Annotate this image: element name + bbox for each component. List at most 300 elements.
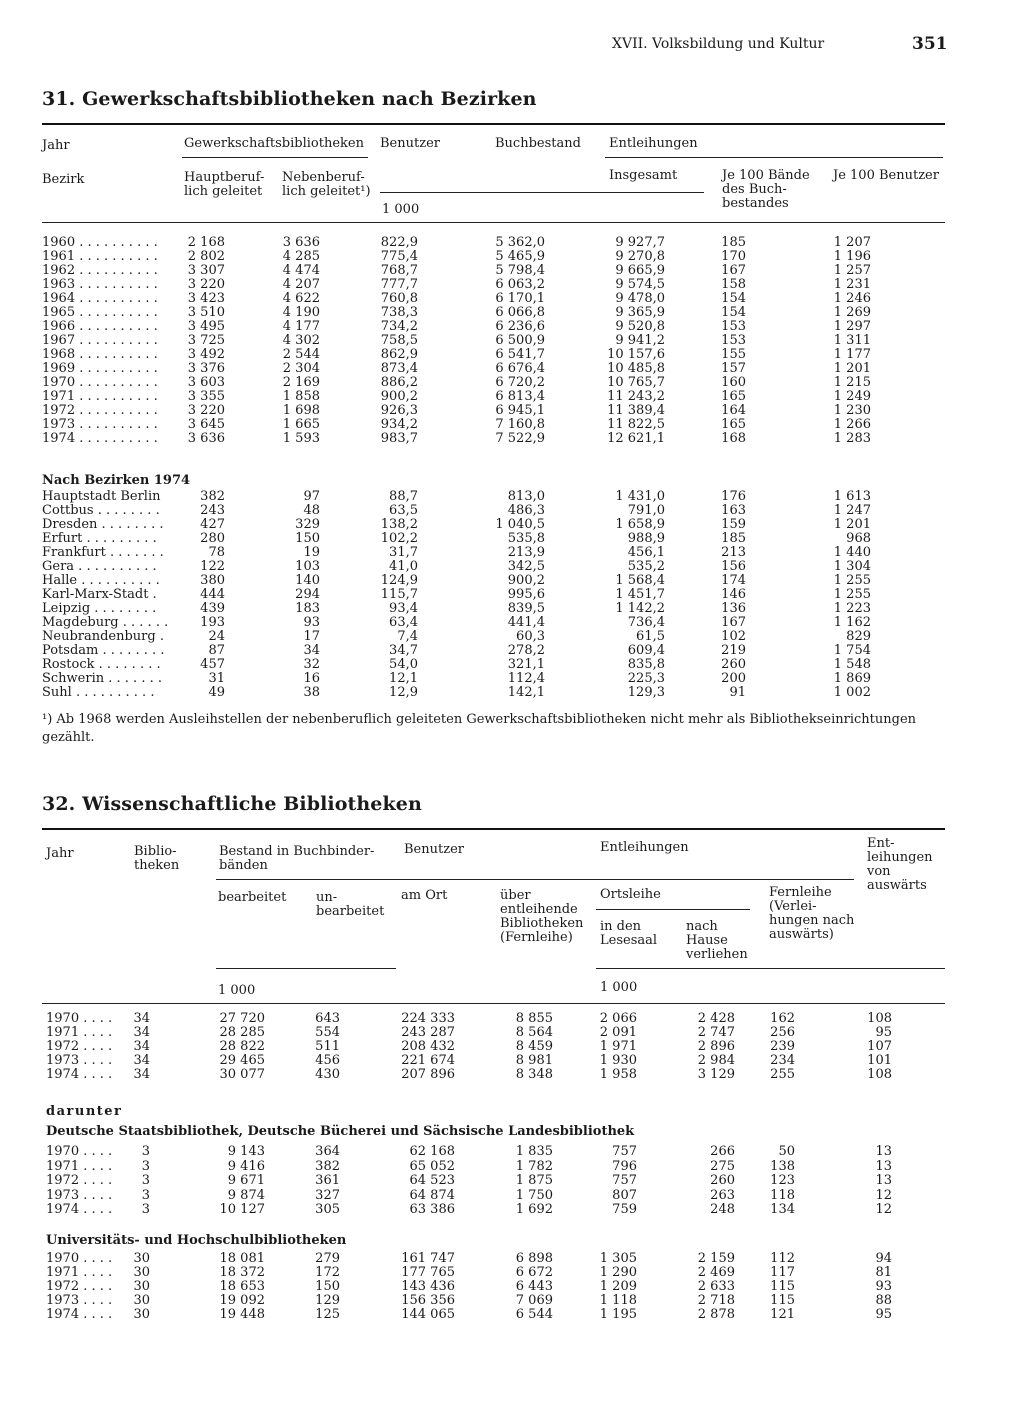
cell-bibliotheken: 3: [141, 1158, 150, 1174]
cell-buchbestand: 6 236,6: [495, 319, 545, 334]
cell-insgesamt: 11 243,2: [607, 389, 665, 404]
cell-insgesamt: 1 451,7: [615, 587, 665, 602]
cell-bearbeitet: 9 416: [227, 1158, 265, 1174]
t32-header-fern-2: (Verlei-: [769, 899, 817, 914]
cell-bearbeitet: 27 720: [219, 1011, 265, 1026]
table-row: [0, 616, 1024, 630]
cell-nebenberuflich: 16: [303, 671, 320, 686]
cell-nach-hause: 266: [710, 1144, 735, 1159]
t32-header-von-2: leihungen: [867, 850, 933, 865]
cell-bibliotheken: 30: [133, 1293, 150, 1308]
cell-insgesamt: 12 621,1: [607, 431, 665, 446]
cell-je100-benutzer: 829: [846, 629, 871, 644]
cell-von-auswaerts: 95: [875, 1307, 892, 1322]
cell-lesesaal: 2 066: [599, 1011, 637, 1026]
cell-buchbestand: 7 160,8: [495, 417, 545, 432]
cell-unbearbeitet: 327: [315, 1187, 340, 1203]
cell-lesesaal: 807: [612, 1187, 637, 1203]
cell-unbearbeitet: 643: [315, 1011, 340, 1026]
t31-header-je100-baende-2: des Buch-: [722, 182, 787, 197]
cell-buchbestand: 6 676,4: [495, 361, 545, 376]
cell-insgesamt: 61,5: [636, 629, 665, 644]
cell-am-ort: 64 523: [409, 1173, 455, 1188]
cell-label: 1971 . . . . . . . . . .: [42, 389, 158, 404]
t32-header-unit-2: 1 000: [600, 980, 638, 995]
cell-fernleihe-benutzer: 1 692: [515, 1202, 553, 1217]
table-row: [0, 1203, 1024, 1218]
t32-rule-1: [216, 879, 854, 880]
cell-nebenberuflich: 2 544: [282, 347, 320, 362]
cell-hauptberuflich: 280: [200, 531, 225, 546]
cell-je100-baende: 165: [721, 417, 746, 432]
table-row: [0, 1040, 1024, 1054]
cell-hauptberuflich: 427: [200, 517, 225, 532]
cell-benutzer: 983,7: [380, 431, 418, 446]
cell-fernleihe: 115: [770, 1279, 795, 1294]
t32-header-amort: am Ort: [401, 888, 448, 903]
cell-insgesamt: 835,8: [627, 657, 665, 672]
table-row: [0, 306, 1024, 320]
cell-buchbestand: 6 945,1: [495, 403, 545, 418]
cell-von-auswaerts: 88: [875, 1293, 892, 1308]
cell-hauptberuflich: 3 492: [187, 347, 225, 362]
table-row: [0, 644, 1024, 658]
cell-je100-benutzer: 1 196: [833, 249, 871, 264]
cell-jahr: 1970 . . . .: [46, 1011, 113, 1026]
cell-nebenberuflich: 329: [295, 517, 320, 532]
cell-fernleihe-benutzer: 8 459: [515, 1039, 553, 1054]
cell-nebenberuflich: 4 622: [282, 291, 320, 306]
cell-lesesaal: 1 305: [599, 1251, 637, 1266]
t31-header-neben-2: lich geleitet¹): [282, 184, 371, 199]
cell-am-ort: 65 052: [409, 1158, 455, 1174]
cell-von-auswaerts: 13: [875, 1144, 892, 1159]
table-row: [0, 250, 1024, 264]
cell-unbearbeitet: 150: [315, 1279, 340, 1294]
cell-bibliotheken: 30: [133, 1251, 150, 1266]
cell-label: 1973 . . . . . . . . . .: [42, 417, 158, 432]
cell-lesesaal: 1 209: [599, 1279, 637, 1294]
cell-lesesaal: 2 091: [599, 1025, 637, 1040]
t32-header-von-4: auswärts: [867, 878, 927, 893]
cell-von-auswaerts: 94: [875, 1251, 892, 1266]
cell-hauptberuflich: 3 603: [187, 375, 225, 390]
cell-buchbestand: 142,1: [507, 685, 545, 700]
cell-bearbeitet: 18 081: [219, 1251, 265, 1266]
cell-jahr: 1971 . . . .: [46, 1158, 113, 1174]
t32-header-lesesaal-2: Lesesaal: [600, 933, 658, 948]
cell-fernleihe-benutzer: 7 069: [515, 1293, 553, 1308]
cell-von-auswaerts: 95: [875, 1025, 892, 1040]
cell-unbearbeitet: 305: [315, 1202, 340, 1217]
cell-je100-benutzer: 1 207: [833, 235, 871, 250]
cell-jahr: 1974 . . . .: [46, 1307, 113, 1322]
cell-je100-benutzer: 1 311: [833, 333, 871, 348]
cell-am-ort: 208 432: [401, 1039, 455, 1054]
cell-benutzer: 12,1: [389, 671, 418, 686]
cell-label: 1972 . . . . . . . . . .: [42, 403, 158, 418]
cell-je100-baende: 158: [721, 277, 746, 292]
cell-hauptberuflich: 3 645: [187, 417, 225, 432]
cell-jahr: 1973 . . . .: [46, 1053, 113, 1068]
cell-label: Gera . . . . . . . . . .: [42, 559, 157, 574]
cell-buchbestand: 6 720,2: [495, 375, 545, 390]
cell-je100-benutzer: 968: [846, 531, 871, 546]
cell-buchbestand: 6 500,9: [495, 333, 545, 348]
table-row: [0, 236, 1024, 250]
cell-je100-benutzer: 1 231: [833, 277, 871, 292]
t32-rule-unit-2: [596, 968, 945, 969]
cell-lesesaal: 1 958: [599, 1067, 637, 1082]
cell-hauptberuflich: 2 168: [187, 235, 225, 250]
cell-nebenberuflich: 294: [295, 587, 320, 602]
cell-fernleihe: 234: [770, 1053, 795, 1068]
cell-label: Suhl . . . . . . . . . .: [42, 685, 155, 700]
cell-label: 1974 . . . . . . . . . .: [42, 431, 158, 446]
cell-lesesaal: 1 971: [599, 1039, 637, 1054]
t31-years-body: [0, 236, 1024, 446]
cell-label: Dresden . . . . . . . .: [42, 517, 164, 532]
table-row: [0, 292, 1024, 306]
cell-nach-hause: 2 896: [697, 1039, 735, 1054]
table-row: [0, 1266, 1024, 1280]
cell-bibliotheken: 30: [133, 1279, 150, 1294]
cell-nebenberuflich: 1 858: [282, 389, 320, 404]
cell-je100-baende: 260: [721, 657, 746, 672]
cell-insgesamt: 988,9: [627, 531, 665, 546]
cell-insgesamt: 736,4: [627, 615, 665, 630]
table-row: [0, 1252, 1024, 1266]
cell-jahr: 1973 . . . .: [46, 1293, 113, 1308]
cell-je100-benutzer: 1 247: [833, 503, 871, 518]
cell-nebenberuflich: 93: [303, 615, 320, 630]
table-row: [0, 686, 1024, 700]
cell-fernleihe: 117: [770, 1265, 795, 1280]
cell-label: Leipzig . . . . . . . .: [42, 601, 157, 616]
t32-header-fern-4: auswärts): [769, 927, 834, 942]
cell-nach-hause: 260: [710, 1173, 735, 1188]
cell-nach-hause: 248: [710, 1202, 735, 1217]
t31-header-haupt-1: Hauptberuf-: [184, 170, 265, 185]
cell-buchbestand: 535,8: [507, 531, 545, 546]
table-row: [0, 1026, 1024, 1040]
cell-label: Karl-Marx-Stadt .: [42, 587, 157, 602]
t31-header-buchbestand: Buchbestand: [495, 136, 581, 151]
cell-jahr: 1974 . . . .: [46, 1202, 113, 1217]
t32-header-entleihungen: Entleihungen: [600, 840, 689, 855]
t32-header-fern-3: hungen nach: [769, 913, 855, 928]
t31-header-bezirk: Bezirk: [42, 172, 85, 187]
t32-uni-body: [0, 1252, 1024, 1322]
cell-je100-baende: 170: [721, 249, 746, 264]
cell-jahr: 1972 . . . .: [46, 1173, 113, 1188]
cell-je100-baende: 174: [721, 573, 746, 588]
cell-bearbeitet: 9 671: [227, 1173, 265, 1188]
cell-am-ort: 143 436: [401, 1279, 455, 1294]
cell-label: Halle . . . . . . . . . .: [42, 573, 160, 588]
t32-header-hause-3: verliehen: [686, 947, 748, 962]
cell-lesesaal: 757: [612, 1144, 637, 1159]
cell-insgesamt: 9 478,0: [615, 291, 665, 306]
cell-label: Erfurt . . . . . . . . .: [42, 531, 157, 546]
cell-buchbestand: 213,9: [507, 545, 545, 560]
cell-bibliotheken: 3: [141, 1144, 150, 1159]
cell-lesesaal: 796: [612, 1158, 637, 1174]
table-row: [0, 418, 1024, 432]
cell-nach-hause: 2 747: [697, 1025, 735, 1040]
cell-von-auswaerts: 13: [875, 1173, 892, 1188]
t31-rule-gewerk: [182, 157, 368, 158]
cell-fernleihe: 162: [770, 1011, 795, 1026]
cell-benutzer: 926,3: [380, 403, 418, 418]
cell-label: 1964 . . . . . . . . . .: [42, 291, 158, 306]
t32-header-jahr: Jahr: [46, 846, 74, 861]
cell-am-ort: 177 765: [401, 1265, 455, 1280]
cell-je100-benutzer: 1 255: [833, 587, 871, 602]
table-row: [0, 560, 1024, 574]
cell-je100-benutzer: 1 297: [833, 319, 871, 334]
cell-bearbeitet: 19 092: [219, 1293, 265, 1308]
cell-je100-baende: 154: [721, 305, 746, 320]
cell-je100-benutzer: 1 440: [833, 545, 871, 560]
cell-am-ort: 156 356: [401, 1293, 455, 1308]
cell-je100-baende: 160: [721, 375, 746, 390]
cell-je100-benutzer: 1 201: [833, 517, 871, 532]
cell-fernleihe-benutzer: 1 835: [515, 1144, 553, 1159]
cell-unbearbeitet: 172: [315, 1265, 340, 1280]
cell-je100-baende: 153: [721, 333, 746, 348]
t32-uni-title: Universitäts- und Hochschulbibliotheken: [46, 1233, 347, 1248]
cell-fernleihe: 138: [770, 1158, 795, 1174]
cell-nebenberuflich: 4 285: [282, 249, 320, 264]
t31-header-je100-benutzer: Je 100 Benutzer: [833, 168, 939, 183]
cell-nebenberuflich: 4 190: [282, 305, 320, 320]
cell-nebenberuflich: 34: [303, 643, 320, 658]
table-row: [0, 390, 1024, 404]
t32-header-fern-1: Fernleihe: [769, 885, 832, 900]
cell-benutzer: 768,7: [380, 263, 418, 278]
cell-von-auswaerts: 108: [867, 1067, 892, 1082]
table-row: [0, 278, 1024, 292]
cell-bibliotheken: 34: [133, 1039, 150, 1054]
cell-buchbestand: 839,5: [507, 601, 545, 616]
cell-hauptberuflich: 3 376: [187, 361, 225, 376]
table-row: [0, 1145, 1024, 1160]
cell-insgesamt: 535,2: [627, 559, 665, 574]
cell-fernleihe-benutzer: 8 564: [515, 1025, 553, 1040]
cell-insgesamt: 225,3: [627, 671, 665, 686]
cell-buchbestand: 7 522,9: [495, 431, 545, 446]
t31-header-jahr: Jahr: [42, 138, 70, 153]
cell-bearbeitet: 9 143: [227, 1144, 265, 1159]
cell-je100-benutzer: 1 249: [833, 389, 871, 404]
cell-je100-baende: 167: [721, 263, 746, 278]
cell-jahr: 1973 . . . .: [46, 1187, 113, 1203]
cell-lesesaal: 1 118: [599, 1293, 637, 1308]
cell-buchbestand: 278,2: [507, 643, 545, 658]
cell-hauptberuflich: 78: [208, 545, 225, 560]
table-row: [0, 658, 1024, 672]
cell-je100-baende: 165: [721, 389, 746, 404]
t31-bezirke-body: [0, 490, 1024, 700]
t32-header-ueber-1: über: [500, 888, 531, 903]
cell-je100-baende: 167: [721, 615, 746, 630]
cell-fernleihe: 255: [770, 1067, 795, 1082]
cell-fernleihe-benutzer: 6 544: [515, 1307, 553, 1322]
cell-label: 1965 . . . . . . . . . .: [42, 305, 158, 320]
cell-am-ort: 63 386: [409, 1202, 455, 1217]
cell-von-auswaerts: 107: [867, 1039, 892, 1054]
cell-insgesamt: 10 485,8: [607, 361, 665, 376]
cell-je100-benutzer: 1 613: [833, 489, 871, 504]
cell-benutzer: 34,7: [389, 643, 418, 658]
cell-je100-baende: 102: [721, 629, 746, 644]
cell-je100-baende: 136: [721, 601, 746, 616]
cell-insgesamt: 11 389,4: [607, 403, 665, 418]
cell-benutzer: 7,4: [397, 629, 418, 644]
cell-label: Rostock . . . . . . . .: [42, 657, 161, 672]
cell-am-ort: 144 065: [401, 1307, 455, 1322]
cell-fernleihe-benutzer: 8 348: [515, 1067, 553, 1082]
t32-rule-unit-1: [216, 968, 396, 969]
cell-nebenberuflich: 3 636: [282, 235, 320, 250]
cell-insgesamt: 9 941,2: [615, 333, 665, 348]
cell-benutzer: 886,2: [380, 375, 418, 390]
cell-insgesamt: 10 157,6: [607, 347, 665, 362]
cell-je100-baende: 159: [721, 517, 746, 532]
table-row: [0, 532, 1024, 546]
cell-je100-baende: 176: [721, 489, 746, 504]
cell-nebenberuflich: 2 304: [282, 361, 320, 376]
cell-am-ort: 64 874: [409, 1187, 455, 1203]
cell-nebenberuflich: 48: [303, 503, 320, 518]
cell-je100-benutzer: 1 304: [833, 559, 871, 574]
cell-von-auswaerts: 108: [867, 1011, 892, 1026]
cell-je100-benutzer: 1 255: [833, 573, 871, 588]
cell-buchbestand: 486,3: [507, 503, 545, 518]
t32-dsb-title: Deutsche Staatsbibliothek, Deutsche Bücherei und Sächsische Landesbibliothek: [46, 1124, 635, 1139]
cell-benutzer: 777,7: [380, 277, 418, 292]
cell-label: Hauptstadt Berlin: [42, 489, 161, 504]
cell-label: 1961 . . . . . . . . . .: [42, 249, 158, 264]
cell-je100-baende: 155: [721, 347, 746, 362]
cell-hauptberuflich: 3 220: [187, 277, 225, 292]
cell-buchbestand: 6 066,8: [495, 305, 545, 320]
table-row: [0, 1160, 1024, 1175]
cell-benutzer: 758,5: [380, 333, 418, 348]
cell-lesesaal: 757: [612, 1173, 637, 1188]
cell-nebenberuflich: 4 474: [282, 263, 320, 278]
cell-benutzer: 31,7: [389, 545, 418, 560]
t32-header-lesesaal-1: in den: [600, 919, 642, 934]
cell-benutzer: 41,0: [389, 559, 418, 574]
cell-je100-baende: 146: [721, 587, 746, 602]
cell-je100-baende: 154: [721, 291, 746, 306]
cell-je100-benutzer: 1 754: [833, 643, 871, 658]
t31-header-benutzer: Benutzer: [380, 136, 440, 151]
cell-nach-hause: 2 159: [697, 1251, 735, 1266]
cell-label: Cottbus . . . . . . . .: [42, 503, 160, 518]
cell-je100-baende: 213: [721, 545, 746, 560]
cell-bearbeitet: 18 653: [219, 1279, 265, 1294]
cell-fernleihe-benutzer: 1 875: [515, 1173, 553, 1188]
cell-buchbestand: 5 798,4: [495, 263, 545, 278]
table-row: [0, 432, 1024, 446]
cell-hauptberuflich: 243: [200, 503, 225, 518]
cell-fernleihe: 123: [770, 1173, 795, 1188]
t32-header-hause-1: nach: [686, 919, 718, 934]
cell-je100-baende: 168: [721, 431, 746, 446]
cell-nebenberuflich: 1 593: [282, 431, 320, 446]
t32-header-bestand-1: Bestand in Buchbinder-: [219, 844, 375, 859]
cell-bibliotheken: 30: [133, 1307, 150, 1322]
cell-label: Potsdam . . . . . . . .: [42, 643, 165, 658]
cell-bearbeitet: 10 127: [219, 1202, 265, 1217]
cell-je100-benutzer: 1 548: [833, 657, 871, 672]
cell-benutzer: 738,3: [380, 305, 418, 320]
cell-nebenberuflich: 4 177: [282, 319, 320, 334]
cell-benutzer: 138,2: [380, 517, 418, 532]
cell-unbearbeitet: 279: [315, 1251, 340, 1266]
t31-rule-unit: [380, 192, 704, 193]
table-row: [0, 630, 1024, 644]
table-31-top-rule: [42, 123, 945, 125]
cell-hauptberuflich: 3 423: [187, 291, 225, 306]
cell-nebenberuflich: 38: [303, 685, 320, 700]
cell-je100-baende: 153: [721, 319, 746, 334]
t31-header-entleihungen: Entleihungen: [609, 136, 698, 151]
cell-nach-hause: 263: [710, 1187, 735, 1203]
cell-fernleihe-benutzer: 8 855: [515, 1011, 553, 1026]
cell-nach-hause: 2 428: [697, 1011, 735, 1026]
cell-buchbestand: 900,2: [507, 573, 545, 588]
cell-nebenberuflich: 97: [303, 489, 320, 504]
cell-je100-benutzer: 1 266: [833, 417, 871, 432]
cell-nebenberuflich: 150: [295, 531, 320, 546]
cell-label: 1962 . . . . . . . . . .: [42, 263, 158, 278]
cell-je100-benutzer: 1 201: [833, 361, 871, 376]
cell-buchbestand: 321,1: [507, 657, 545, 672]
cell-benutzer: 102,2: [380, 531, 418, 546]
cell-buchbestand: 995,6: [507, 587, 545, 602]
cell-je100-benutzer: 1 215: [833, 375, 871, 390]
cell-je100-baende: 185: [721, 531, 746, 546]
t31-header-gewerkschaftsbibliotheken: Gewerkschaftsbibliotheken: [184, 136, 364, 151]
cell-insgesamt: 456,1: [627, 545, 665, 560]
cell-insgesamt: 9 665,9: [615, 263, 665, 278]
cell-label: 1969 . . . . . . . . . .: [42, 361, 158, 376]
cell-hauptberuflich: 380: [200, 573, 225, 588]
cell-unbearbeitet: 129: [315, 1293, 340, 1308]
table-row: [0, 362, 1024, 376]
cell-von-auswaerts: 12: [875, 1202, 892, 1217]
cell-nach-hause: 2 469: [697, 1265, 735, 1280]
table-row: [0, 1012, 1024, 1026]
cell-lesesaal: 1 930: [599, 1053, 637, 1068]
cell-je100-benutzer: 1 257: [833, 263, 871, 278]
t32-header-bottom-rule: [42, 1003, 945, 1004]
cell-je100-baende: 200: [721, 671, 746, 686]
cell-benutzer: 54,0: [389, 657, 418, 672]
cell-insgesamt: 11 822,5: [607, 417, 665, 432]
cell-unbearbeitet: 511: [315, 1039, 340, 1054]
cell-benutzer: 63,5: [389, 503, 418, 518]
cell-label: Magdeburg . . . . . .: [42, 615, 169, 630]
cell-fernleihe: 134: [770, 1202, 795, 1217]
cell-hauptberuflich: 3 220: [187, 403, 225, 418]
cell-benutzer: 93,4: [389, 601, 418, 616]
cell-unbearbeitet: 554: [315, 1025, 340, 1040]
